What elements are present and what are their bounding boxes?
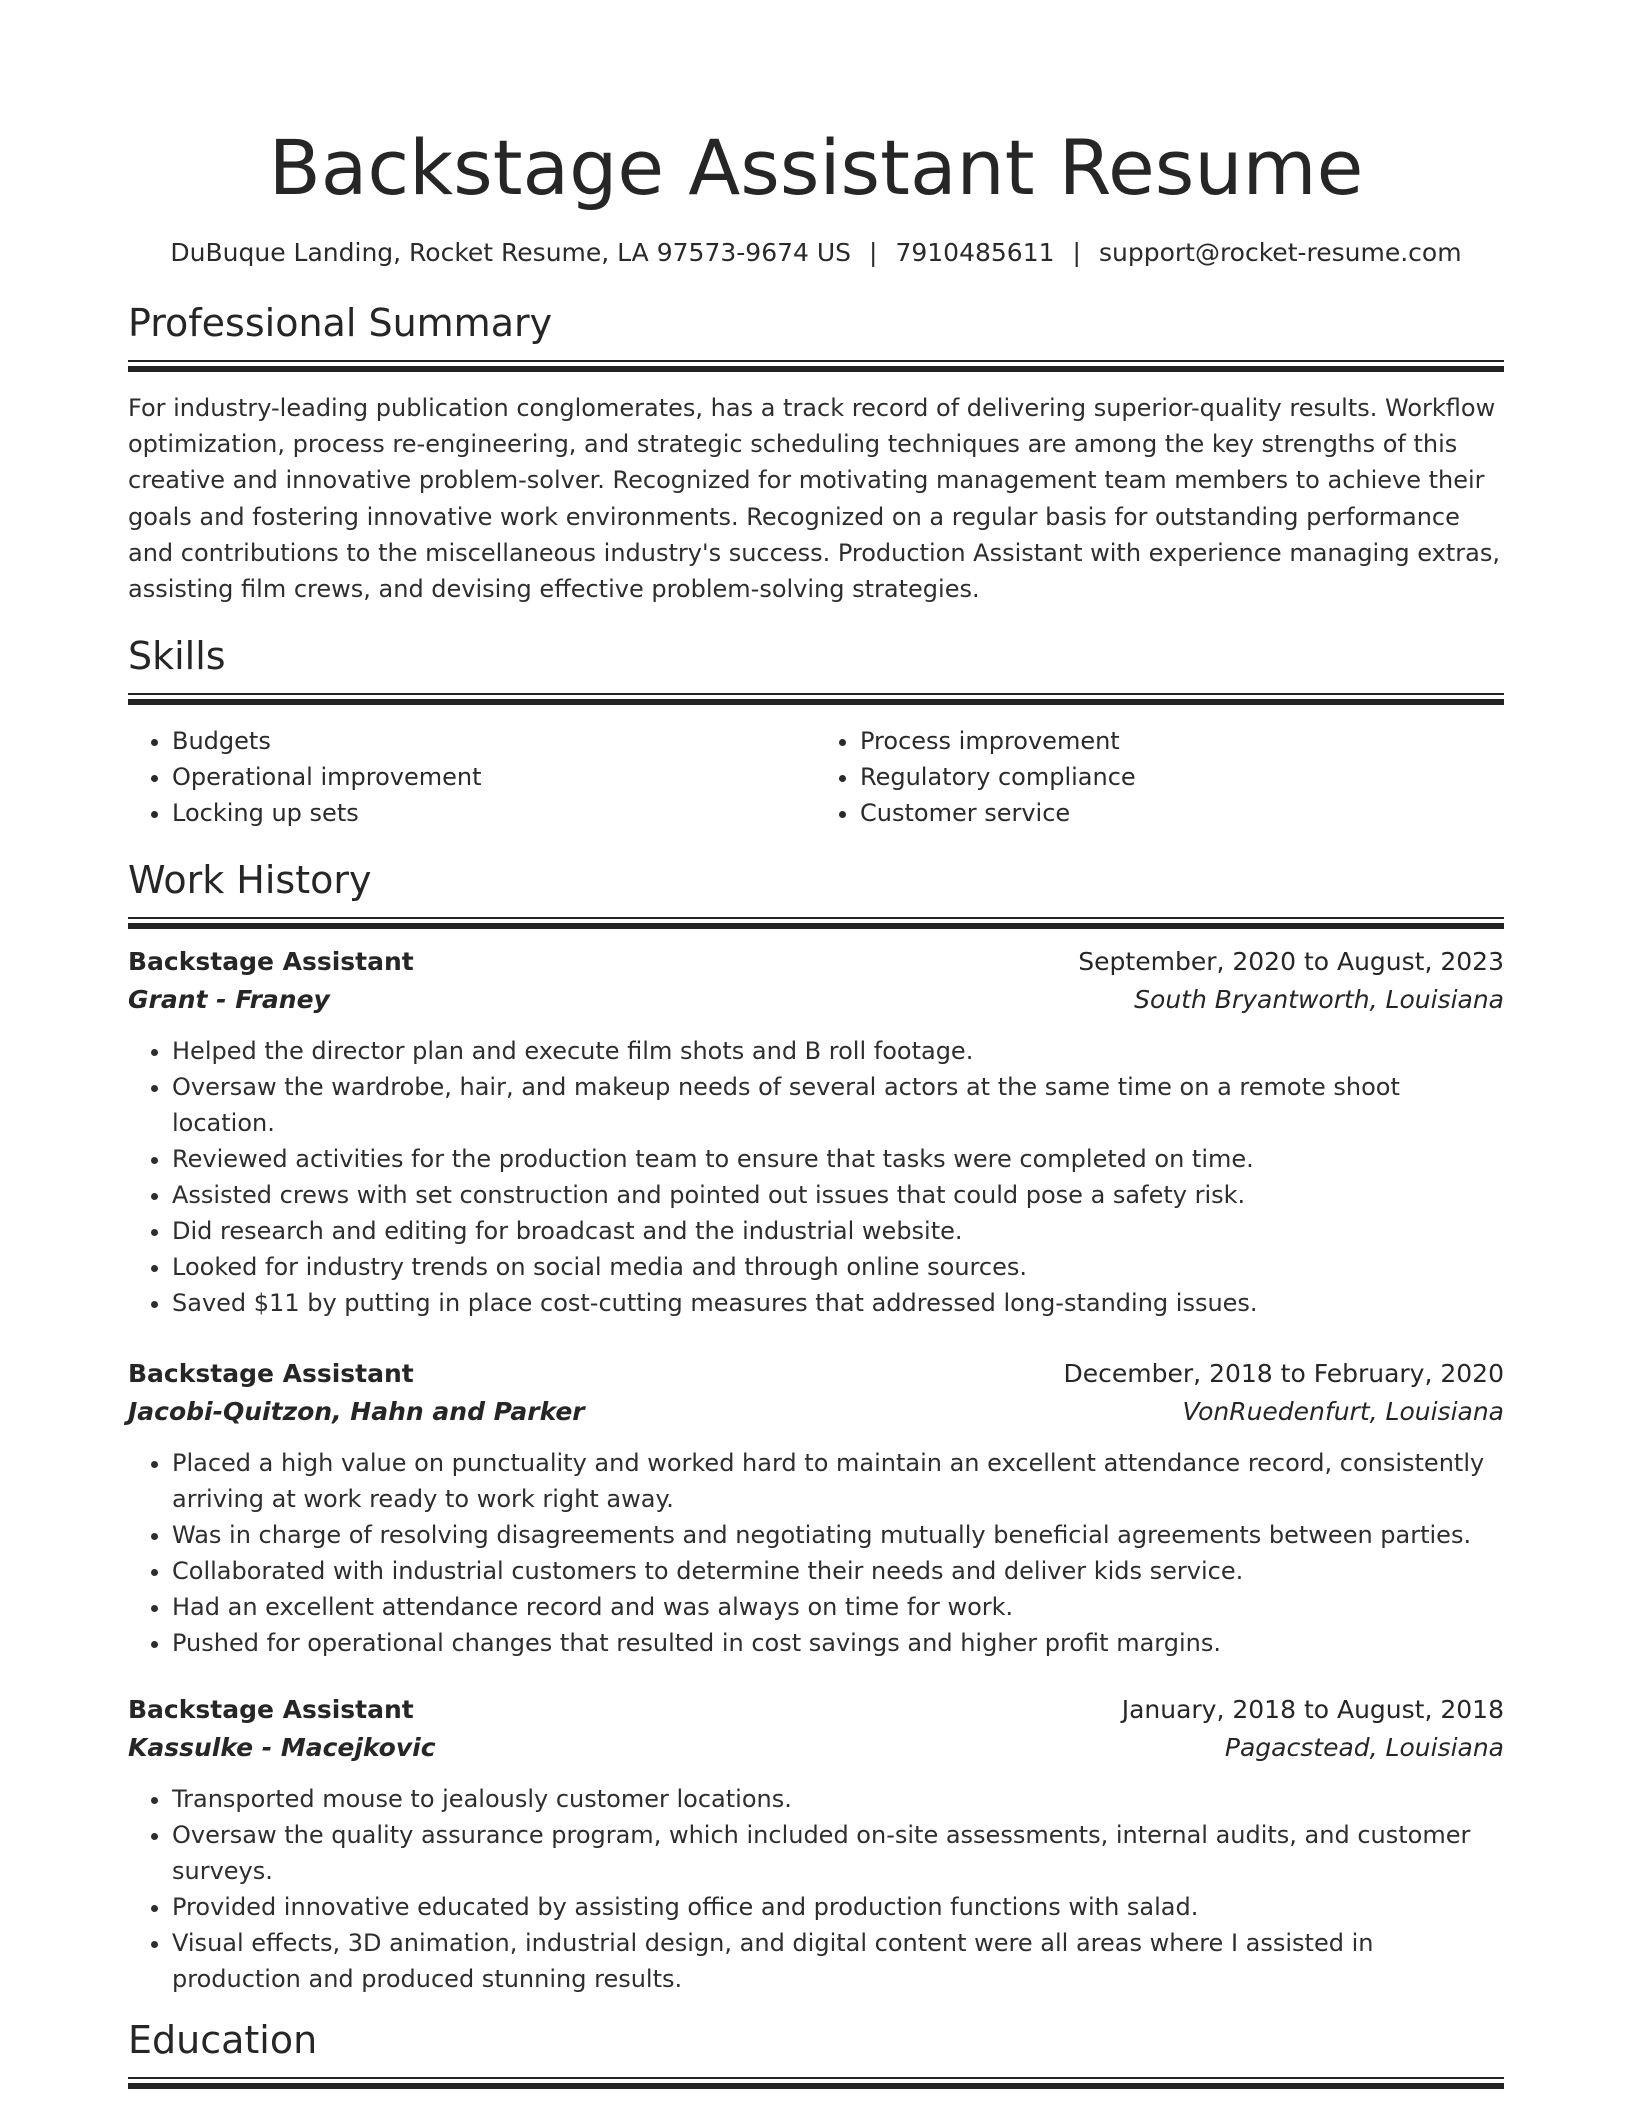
- section-divider: [128, 360, 1504, 372]
- work-history-heading: Work History: [128, 858, 372, 903]
- job-bullet: • Was in charge of resolving disagreements and negotiating mutually beneficial agreements between parties.: [172, 1517, 1504, 1553]
- skill-item: • Locking up sets: [172, 795, 816, 831]
- job-company-row: [128, 1729, 1504, 1767]
- skill-item: • Process improvement: [860, 723, 1504, 759]
- job-bullet: • Had an excellent attendance record and was always on time for work.: [172, 1589, 1504, 1625]
- job-entry: [128, 943, 1504, 1321]
- job-entry: [128, 1691, 1504, 1997]
- skill-item: • Operational improvement: [172, 759, 816, 795]
- job-company: Grant - Franey: [128, 985, 330, 1015]
- job-header-row: [128, 1691, 1504, 1729]
- job-bullet: • Looked for industry trends on social media and through online sources.: [172, 1249, 1504, 1285]
- job-company-row: [128, 1393, 1504, 1431]
- job-bullets: [128, 1445, 1504, 1661]
- job-bullet: • Collaborated with industrial customers to determine their needs and deliver kids service.: [172, 1553, 1504, 1589]
- skills-columns: [128, 723, 1504, 831]
- job-bullet: • Transported mouse to jealously customer locations.: [172, 1781, 1504, 1817]
- education-heading: Education: [128, 2018, 318, 2063]
- job-bullet: • Oversaw the wardrobe, hair, and makeup needs of several actors at the same time on a remote shoot location.: [172, 1069, 1504, 1141]
- job-company-row: [128, 981, 1504, 1019]
- summary-heading: Professional Summary: [128, 301, 553, 345]
- contact-phone: 7910485611: [895, 238, 1055, 267]
- job-dates: January, 2018 to August, 2018: [1121, 1695, 1504, 1725]
- job-bullets: [128, 1033, 1504, 1321]
- job-bullet: • Pushed for operational changes that resulted in cost savings and higher profit margins.: [172, 1625, 1504, 1661]
- job-dates: September, 2020 to August, 2023: [1078, 947, 1504, 977]
- work-history-section: [128, 855, 1504, 1997]
- job-bullet: • Saved $11 by putting in place cost-cutting measures that addressed long-standing issues.: [172, 1285, 1504, 1321]
- section-divider: [128, 693, 1504, 705]
- skills-section: [128, 631, 1504, 831]
- job-bullet: • Reviewed activities for the production team to ensure that tasks were completed on time.: [172, 1141, 1504, 1177]
- job-header-row: [128, 943, 1504, 981]
- job-bullet: • Assisted crews with set construction and pointed out issues that could pose a safety risk.: [172, 1177, 1504, 1213]
- job-bullets: [128, 1781, 1504, 1997]
- skills-heading: Skills: [128, 634, 226, 679]
- contact-separator: |: [1072, 238, 1081, 267]
- contact-email: support@rocket-resume.com: [1098, 238, 1462, 267]
- skill-item: • Budgets: [172, 723, 816, 759]
- skills-list-right: [816, 723, 1504, 831]
- job-title: Backstage Assistant: [128, 1359, 414, 1389]
- job-bullet: • Visual effects, 3D animation, industrial design, and digital content were all areas where I assisted in production and produced stunning results.: [172, 1925, 1504, 1997]
- job-header-row: [128, 1355, 1504, 1393]
- job-entry: [128, 1355, 1504, 1661]
- job-title: Backstage Assistant: [128, 1695, 414, 1725]
- summary-section: [128, 298, 1504, 607]
- job-bullet: • Oversaw the quality assurance program, which included on-site assessments, internal audits, and customer surveys.: [172, 1817, 1504, 1889]
- contact-line: [128, 236, 1504, 270]
- section-divider: [128, 2077, 1504, 2089]
- contact-separator: |: [869, 238, 878, 267]
- job-bullet: • Placed a high value on punctuality and worked hard to maintain an excellent attendance record, consistently arriving at work ready to work right away.: [172, 1445, 1504, 1517]
- job-company: Jacobi-Quitzon, Hahn and Parker: [128, 1397, 585, 1427]
- job-location: VonRuedenfurt, Louisiana: [1182, 1397, 1504, 1427]
- job-location: South Bryantworth, Louisiana: [1134, 985, 1504, 1015]
- skill-item: • Customer service: [860, 795, 1504, 831]
- section-divider: [128, 917, 1504, 929]
- job-dates: December, 2018 to February, 2020: [1063, 1359, 1504, 1389]
- job-bullet: • Did research and editing for broadcast and the industrial website.: [172, 1213, 1504, 1249]
- job-company: Kassulke - Macejkovic: [128, 1733, 436, 1763]
- contact-address: DuBuque Landing, Rocket Resume, LA 97573-9674 US: [170, 238, 852, 267]
- skills-list-left: [128, 723, 816, 831]
- education-section: [128, 2015, 1504, 2089]
- job-bullet: • Provided innovative educated by assisting office and production functions with salad.: [172, 1889, 1504, 1925]
- skill-item: • Regulatory compliance: [860, 759, 1504, 795]
- job-title: Backstage Assistant: [128, 947, 414, 977]
- summary-text: For industry-leading publication conglomerates, has a track record of delivering superior-quality results. Workflow optimization, process re-engineering, and strategic scheduling techniques are among the key strengths of this creative and innovative problem-solver. Recognized for motivating management team members to achieve their goals and fostering innovative work environments. Recognized on a regular basis for outstanding performance and contributions to the miscellaneous industry's success. Production Assistant with experience managing extras, assisting film crews, and devising effective problem-solving strategies.: [128, 394, 1500, 604]
- job-bullet: • Helped the director plan and execute film shots and B roll footage.: [172, 1033, 1504, 1069]
- resume-title: Backstage Assistant Resume: [268, 123, 1364, 212]
- job-location: Pagacstead, Louisiana: [1224, 1733, 1504, 1763]
